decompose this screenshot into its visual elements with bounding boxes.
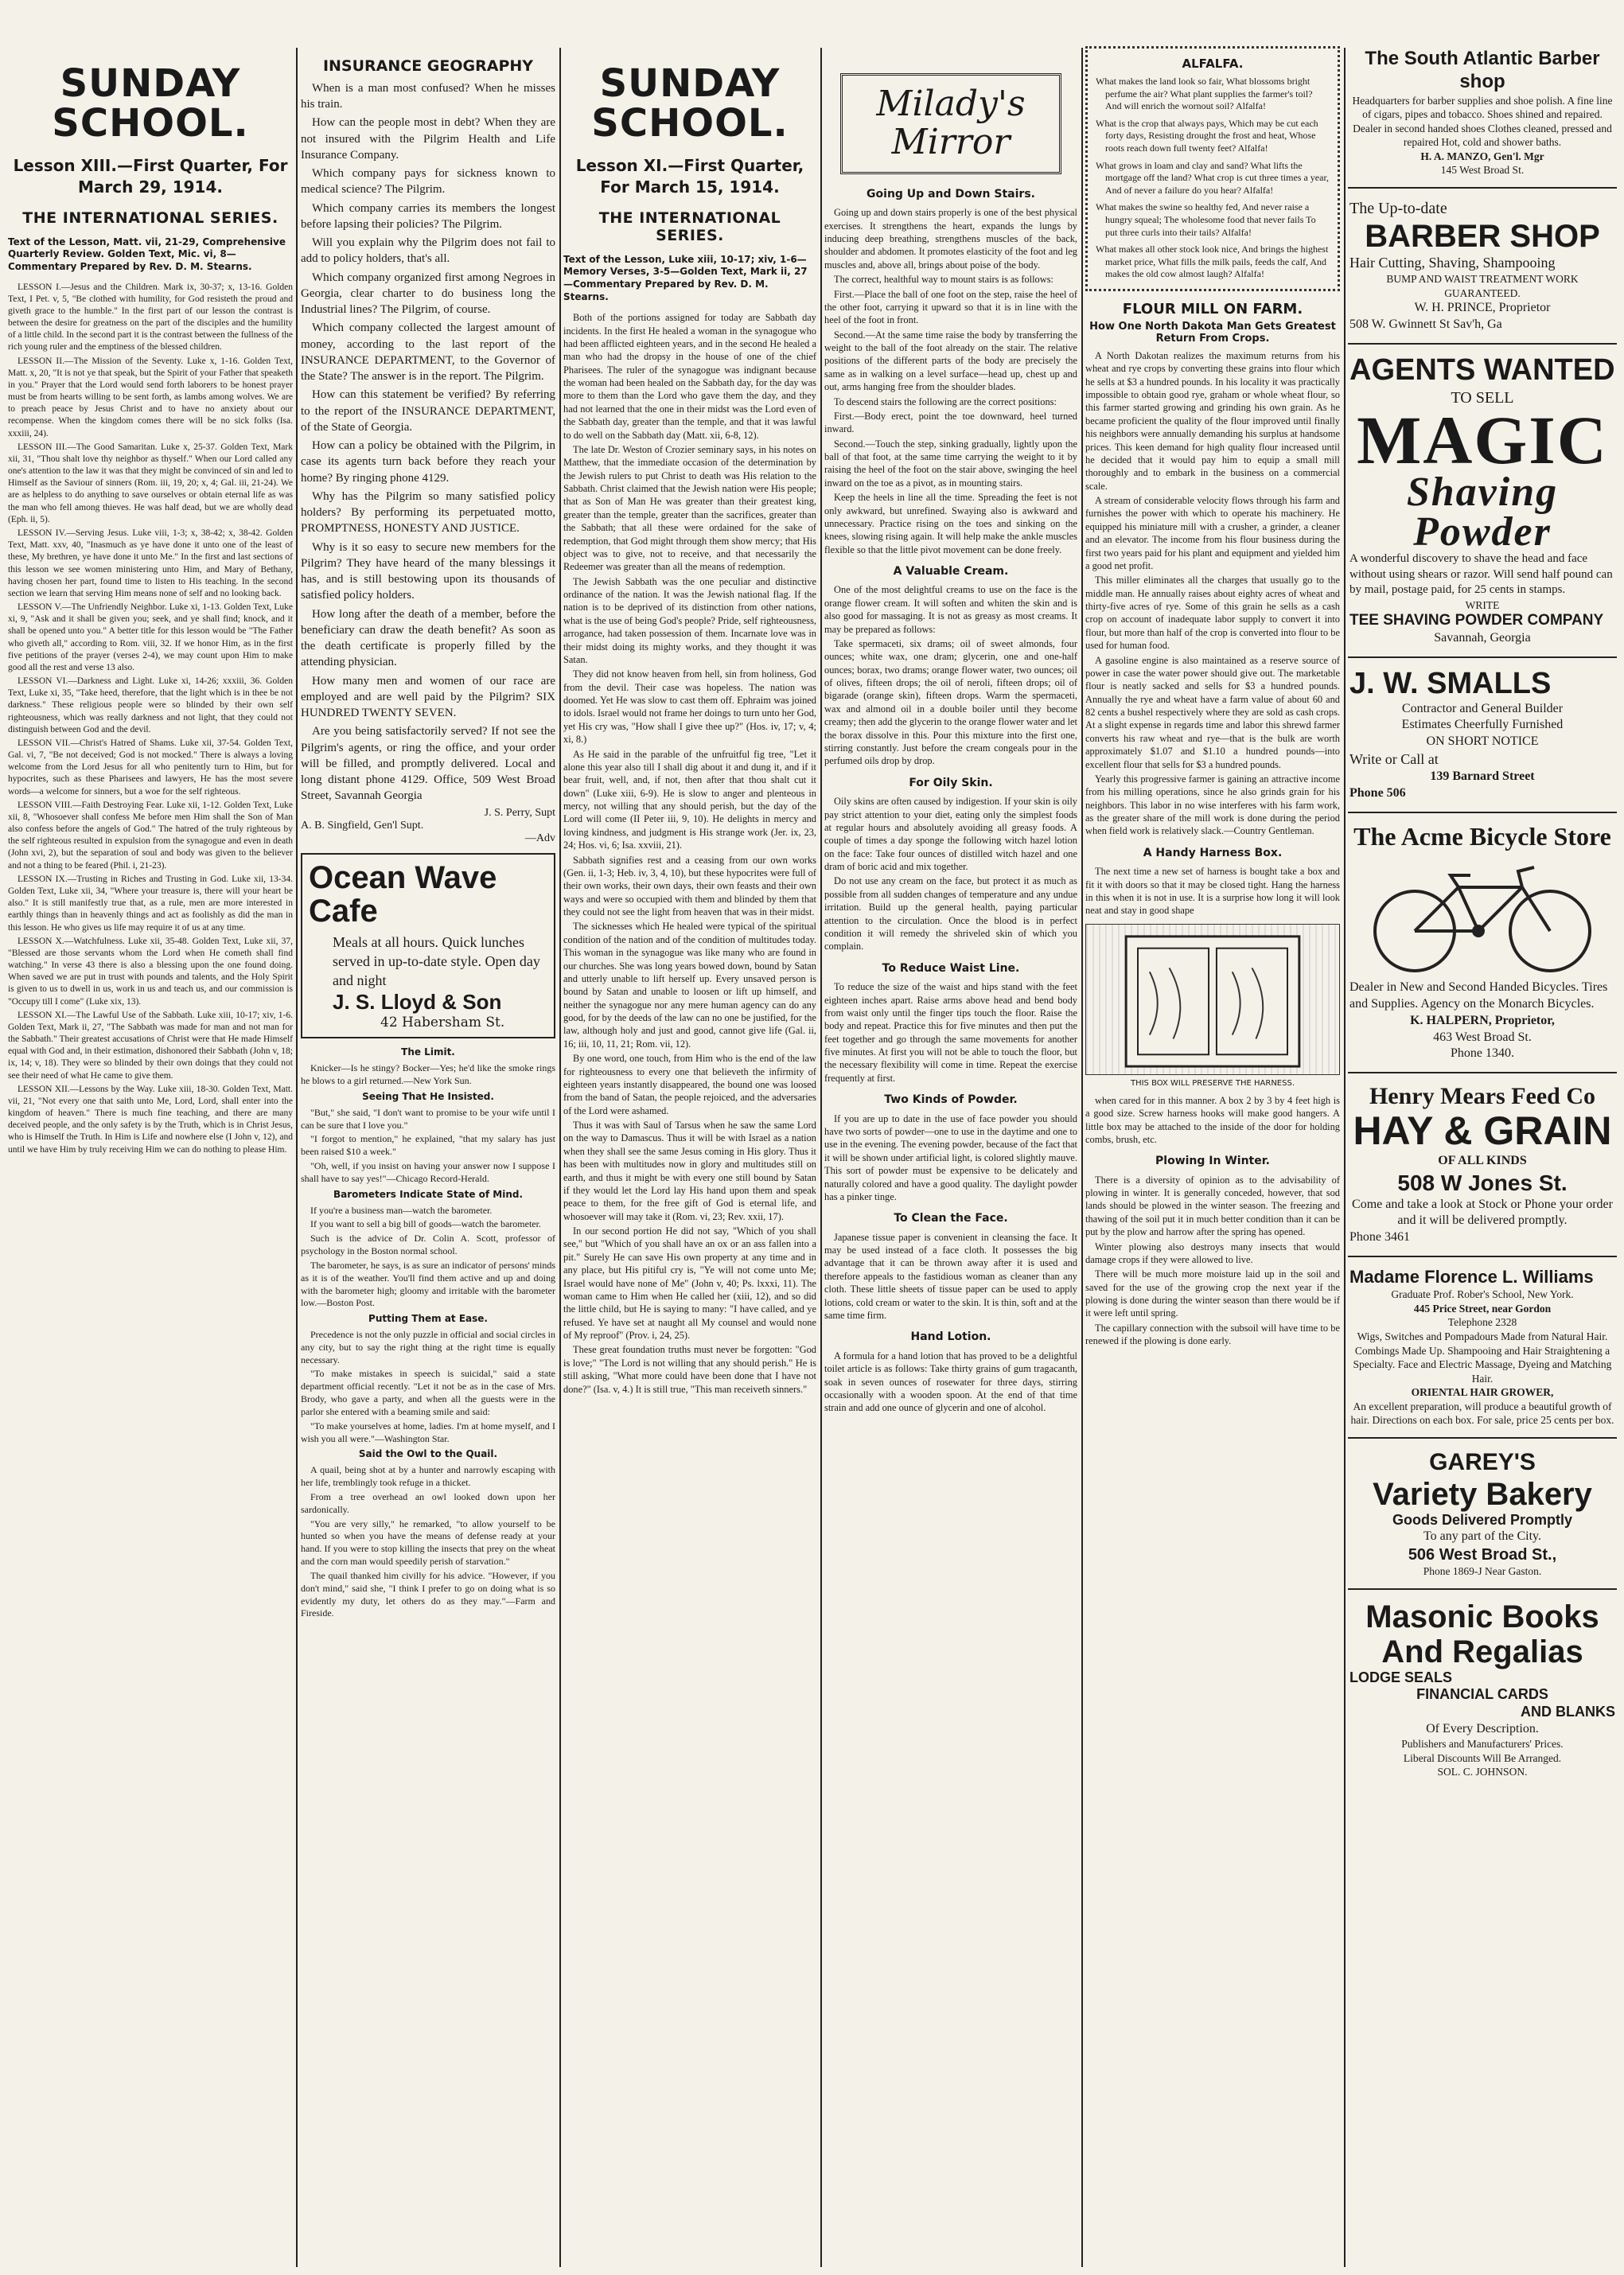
ad-line: Publishers and Manufacturers' Prices. [1401, 1738, 1564, 1751]
ad-address: 145 West Broad St. [1440, 164, 1525, 177]
stairs-heading: Going Up and Down Stairs. [867, 187, 1035, 201]
magic-word: MAGIC [1357, 401, 1608, 478]
lesson-paragraph: LESSON XI.—The Lawful Use of the Sabbath. Luke xiii, 10-17; xiv, 1-6. Golden Text, Mark ii, 27, "The Sabbath was made for man and not man for the Sabbath." Their greatest accusations of Christ were that He made Himself equal with God and, in their estimation, dishonored their Sabbath (John v, 18; ix, 14; v, 18). They were so blinded by their own doings that they could not see their need of what He came to give them. [8, 1010, 293, 1081]
qa-item: Will you explain why the Pilgrim does not fail to add to policy holders, that's all. [301, 236, 555, 266]
ad-phone: Phone 506 [1349, 786, 1406, 801]
ad-title: J. W. SMALLS [1349, 666, 1552, 700]
column-rule [559, 48, 561, 2267]
lesson-paragraph: LESSON X.—Watchfulness. Luke xii, 35-48. Golden Text, Luke xii, 37, "Blessed are those servants whom the Lord when He cometh shall find watching." In verse 43 there is also a blessing upon the one found doing. When saved we are put in trust with pounds and talents, and the Holy Spirit is given to us to dwell in us, work in us and teach us, and our commission is "Occupy till I come" (Luke xix, 13). [8, 936, 293, 1007]
beauty-paragraph: Take spermaceti, six drams; oil of sweet almonds, four ounces; white wax, one dram; glycerin, one and one-half ounces; borax, two drams; orange flower water, two ounces; oil of olives, fifteen drops; the oil of neroli, fifteen drops; oil of bigarade (orange skin), fifteen drops. Warm the spermaceti, wax and almond oil in a double boiler until they become creamy; then add the glycerin to the orange flower water and let the borax dissolve in this. Pour this mixture into the first one, stirring constantly. Just before the cream congeals pour in the perfumed oils drop by drop. [824, 637, 1077, 767]
misc-paragraph: "Oh, well, if you insist on having your answer now I suppose I shall have to say yes!"—Chicago Record-Herald. [301, 1160, 555, 1184]
ad-top: Henry Mears Feed Co [1369, 1083, 1596, 1110]
lesson-paragraph: LESSON I.—Jesus and the Children. Mark ix, 30-37; x, 13-16. Golden Text, I Pet. v, 5, "Be clothed with humility, for God resisteth the proud and giveth grace to the humble." In the first part of our lesson the contrast is between the desire for greatness on the part of the disciples and the humility of a little child. In the second part it is the contrast between the fullness of the rich young ruler and the emptiness of the blessed children. [8, 282, 293, 353]
ad-body: Come and take a look at Stock or Phone your order and it will be delivered promptly. [1352, 1197, 1613, 1228]
lesson-paragraph: The sicknesses which He healed were typical of the spiritual condition of the nation and of the condition of multitudes today. This woman in the synagogue was like many who are found in our churches. She was long years bowed down, bound by Satan and utterly unable to lift herself up. Every unsaved person is bound by Satan and unable to loosen or lift up himself, and neither the synagogue nor any mere human agency can do any good, for by the deeds of the law can no one be justified, for the law, although holy and just and good, cannot give life (Gal. ii, 16; iii, 10, 11, 21; Rom. vii, 12). [563, 921, 816, 1050]
ad-title: Variety Bakery [1373, 1476, 1592, 1512]
ad-body: Headquarters for barber supplies and shoe polish. A fine line of cigars, pipes and tobacco. Shoes shined and repaired. [1352, 94, 1613, 121]
qa-item: Which company organized first among Negroes in Georgia, clear charter to do business long the Industrial lines? The Pilgrim, of course. [301, 271, 555, 317]
beauty-paragraph: Japanese tissue paper is convenient in cleansing the face. It may be used instead of a face cloth. It possesses the big advantage that it can be thrown away after it is used and therefore appeals to the fastidious woman as cleaner than any cloth. These little sheets of tissue paper can be used to apply lotions, cold cream or water to the skin. It is thin, soft and at the same time firm. [824, 1231, 1077, 1321]
poem-stanza: What makes the land look so fair, What blossoms bright perfume the air? What plant supplies the farmer's toil? And will enrich the wornout soil? Alfalfa! [1096, 76, 1313, 112]
beauty-paragraph: If you are up to date in the use of face powder you should have two sorts of powder—one to use in the daytime and one to use in the evening. The evening powder, because of the fact that it will be shown under artificial light, is colored slightly mauve. This sort of powder must be expensive to be delicately and naturally colored and have a good quality. The daylight powder has a pinker tinge. [824, 1112, 1077, 1202]
beauty-paragraph: Do not use any cream on the face, but protect it as much as possible from all sudden changes of temperature and any undue irritation. Build up the general health, paying particular attention to the circulation. Once the blood is in perfect condition it will remedy the shriveled skin of which you complain. [824, 875, 1077, 952]
misc-paragraph: The quail thanked him civilly for his advice. "However, if you don't mind," said she, "I think I prefer to go on doing what is so evidently my duty, let others do as they may."—Farm and Fireside. [301, 1569, 555, 1619]
south-atlantic-barber-ad [1348, 46, 1617, 179]
insurance-qa [301, 80, 555, 804]
column-sunday-school-1 [8, 64, 293, 2267]
column-insurance [301, 57, 555, 2267]
misc-paragraph: "To make yourselves at home, ladies. I'm at home myself, and I wish you all were."—Washington Star. [301, 1420, 555, 1444]
lesson-paragraph: The Jewish Sabbath was the one peculiar and distinctive ordinance of the nation. It was the Jewish national flag. If the nation is to be deprived of its distinction from other nations, what is the use of being God's people? Pride, self righteousness, arrogance, had taken possession of them. Incarnate love was in their midst doing its mighty works, and they thought it was Satan. [563, 575, 816, 665]
ad-top: The Up-to-date [1349, 199, 1447, 217]
seeing-heading: Seeing That He Insisted. [362, 1090, 494, 1102]
qa-item: When is a man most confused? When he misses his train. [301, 81, 555, 111]
column-rule [296, 48, 298, 2267]
ad-body: Wigs, Switches and Pompadours Made from Natural Hair. Combings Made Up. Shampooing and Hair Straightening a Specialty. Face and Electric Massage, Dyeing and Matching Hair. [1353, 1330, 1612, 1385]
ad-name: W. H. PRINCE, Proprietor [1414, 301, 1551, 315]
ad-name: H. A. MANZO, Gen'l. Mgr [1420, 150, 1544, 162]
harness-caption: THIS BOX WILL PRESERVE THE HARNESS. [1130, 1078, 1295, 1088]
column-miladys-mirror [824, 64, 1077, 2267]
ad-title: Madame Florence L. Williams [1349, 1266, 1594, 1287]
series-heading: THE INTERNATIONAL SERIES. [598, 208, 781, 244]
insurance-geography-title: INSURANCE GEOGRAPHY [322, 57, 534, 75]
ad-grower: ORIENTAL HAIR GROWER, [1411, 1386, 1554, 1399]
misc-paragraph: The barometer, he says, is as sure an indicator of persons' minds as it is of the weather. You'll find them active and up and doing with the barometer high; gloomy and irritable with the barometer low.—Boston Post. [301, 1259, 555, 1309]
shaving-powder-word: Shaving Powder [1406, 469, 1559, 555]
adv-mark: —Adv [524, 832, 555, 844]
lesson-paragraph: LESSON VIII.—Faith Destroying Fear. Luke xii, 1-12. Golden Text, Luke xii, 8, "Whosoever shall confess Me before men Him shall the Son of Man also confess before the angels of God." The hatred of the truly righteous by the self righteous resulted in expulsion from the synagogue and even in death (John xvi, 2), but the separation of soul and body was given to the believer and not a thing to be feared (Phil. i, 21-23). [8, 800, 293, 871]
to-sell: TO SELL [1451, 388, 1514, 407]
beauty-paragraph: Oily skins are often caused by indigestion. If your skin is oily pay strict attention to your diet, eating only the simplest foods at regular hours and absolutely avoiding all greasy foods. A couple of times a day sponge the following witch hazel lotion on the face: Take four ounces of distilled witch hazel and one dram of boric acid and mix together. [824, 796, 1077, 873]
ad-separator [1348, 187, 1617, 189]
lesson-paragraph: These great foundation truths must never be forgotten: "God is love;" "The Lord is not willing that any should perish." He is still asking, "What more could have been done that I have not done?" (Isa. v, 4.) It is still true, "This man receiveth sinners." [563, 1344, 816, 1395]
sunday-school-masthead: SUNDAY SCHOOL. [591, 64, 789, 146]
lesson-paragraph: As He said in the parable of the unfruitful fig tree, "Let it alone this year also till I shall dig about it and dung it, and if it bear fruit, well, and, if not, then after that thou shalt cut it down" (Luke xiii, 6-9). He is slow to anger and plenteous in mercy, not willing that any should perish, but the day of the Lord will come (II Peter iii, 9, 10). He delights in mercy and loving kindness, and judgment is His strange work (Jer. ix, 23, 24; Hos. vi, 6; Isa. xxviii, 21). [563, 748, 816, 851]
poem-stanza: What grows in loam and clay and sand? What lifts the mortgage off the land? What crop is cut three times a year, And of never a failure do you hear? Alfalfa! [1096, 159, 1329, 196]
column-advertisements [1348, 46, 1617, 2267]
ad-address: 445 Price Street, near Gordon [1413, 1302, 1552, 1315]
lesson-paragraph: LESSON II.—The Mission of the Seventy. Luke x, 1-16. Golden Text, Matt. x, 20, "It is not ye that speak, but the Spirit of your Father that speaketh in you." Prayer that the Lord would send forth laborers to be honest prayer must be from hearts willing to be sent forth, as lambs among wolves. We are to preach peace by Jesus Christ and to have no anxiety about our recompense. When the kingdom comes there will be no sick folks (Isa. xxxiii, 24). [8, 356, 293, 438]
garey-bakery-ad [1348, 1447, 1617, 1580]
ad-sub: Goods Delivered Promptly [1392, 1511, 1573, 1528]
beauty-paragraph: Going up and down stairs properly is one of the best physical exercises. It strengthens the heart, expands the lungs by inducing deep breathing, strengthens muscles of the back, shoulder and abdomen. It promotes elasticity of the foot and leg muscles and, above all, brings about poise of the body. [824, 207, 1077, 271]
masonic-books-ad [1348, 1598, 1617, 1781]
beauty-paragraph: Second.—Touch the step, sinking gradually, lightly upon the ball of that foot, at the same time carrying the weight to it by raising the heel of the foot on the stair above, swinging the heel inward on the toe as a pivot, as in mounting stairs. [824, 438, 1077, 489]
oily-skin-heading: For Oily Skin. [909, 776, 993, 789]
qa-item: Which company collected the largest amount of money, according to the last report of the INSURANCE DEPARTMENT, to the Governor of the State? The answer is in the report. The Pilgrim. [301, 321, 555, 384]
qa-item: Are you being satisfactorily served? If not see the Pilgrim's agents, or ring the office, and your order will be filled, and promptly delivered. Local and long distant phone 4129. Office, 509 West Broad Street, Savannah Georgia [301, 725, 555, 803]
ad-separator [1348, 1588, 1617, 1590]
lesson-text-note: Text of the Lesson, Matt. vii, 21-29, Comprehensive Quarterly Review. Golden Text, Mic. vi, 8—Commentary Prepared by Rev. D. M. Stearns. [8, 236, 286, 272]
farm-paragraph: This miller eliminates all the charges that usually go to the middle man. He annually raises about eighty acres of wheat and thirty-five acres of rye. Some of this grain he sells as a cash crop on account of inadequate labor supply to convert it into flour, but more than half of the crop is converted into flour to be used for human food. [1085, 575, 1340, 652]
ad-address: 508 W. Gwinnett St Sav'h, Ga [1349, 317, 1502, 332]
ad-phone: Phone 1869-J Near Gaston. [1423, 1565, 1542, 1578]
ad-name: K. HALPERN, Proprietor, [1410, 1013, 1555, 1027]
qa-item: How can a policy be obtained with the Pilgrim, in case its agents turn back before they reach your home? By ringing phone 4129. [301, 439, 555, 485]
waist-heading: To Reduce Waist Line. [882, 961, 1020, 975]
misc-paragraph: If you're a business man—watch the barometer. [310, 1204, 493, 1216]
column-sunday-school-2 [563, 64, 816, 2267]
cafe-owner: J. S. Lloyd & Son [333, 990, 502, 1015]
miscellany [301, 1046, 555, 1620]
misc-paragraph: "To make mistakes in speech is suicidal," said a state department official recently. "Let it not be as in the case of Mrs. Brody, who gave a party, and when all the guests were in the parlor she entered with a beaming smile and said: [301, 1368, 555, 1417]
qa-item: Which company carries its members the longest before lapsing their policies? The Pilgrim. [301, 201, 555, 231]
ad-phone: Phone 3461 [1349, 1230, 1410, 1245]
ad-phone: Phone 1340. [1451, 1046, 1514, 1061]
column-rule [820, 48, 822, 2267]
agents-wanted: AGENTS WANTED [1349, 353, 1615, 387]
lesson-paragraph: LESSON III.—The Good Samaritan. Luke x, 25-37. Golden Text, Mark xii, 31, "Thou shalt love thy neighbor as thyself." When our Lord called any one's attention to the law it was that they might be convinced of sin and led to Himself as the Saviour of sinners (Rom. iii, 19, 20; x, 4; Gal. iii, 21-24). We are as helpless to do anything to save ourselves or obtain eternal life as was the man who fell among thieves. He was half dead, but we are wholly dead (Eph. ii, 5). [8, 442, 293, 524]
powder-heading: Two Kinds of Powder. [884, 1093, 1018, 1107]
ad-note: BUMP AND WAIST TREATMENT WORK GUARANTEED. [1386, 273, 1579, 299]
farm-paragraph: Winter plowing also destroys many insects that would damage crops if they were allowed to live. [1085, 1241, 1340, 1265]
qa-item: Why is it so easy to secure new members for the Pilgrim? They have heard of the many blessings it has, and is still bestowing upon its thousands of satisfied policy holders. [301, 540, 555, 602]
ad-address: 139 Barnard Street [1430, 769, 1535, 784]
beauty-paragraph: The correct, healthful way to mount stairs is as follows: [834, 274, 1053, 286]
ad-title: HAY & GRAIN [1353, 1108, 1612, 1154]
hand-lotion-heading: Hand Lotion. [910, 1330, 991, 1344]
farm-paragraph: The next time a new set of harness is bought take a box and fit it with doors so that it may be closed tight. Hang the harness in this when it is not in use. It is a surprise how long it will look neat and stay in good shape [1085, 866, 1340, 917]
ad-line: ON SHORT NOTICE [1426, 734, 1539, 749]
lesson-paragraph: The late Dr. Weston of Crozier seminary says, in his notes on Matthew, that the immediate occasion of the determination by the Jewish rulers to put Christ to death was His relation to the Sabbath. Christ claimed that the Jewish nation were His people; that as Son of Man He was greater than their greatest king, greater than the temple, greater than the sacrifices, greater than the Sabbath; that all these were ordained for the sake of redemption, that God might through them show mercy; that His object was to give, not to receive, and that necessarily the Redeemer was greater than all the means of redemption. [563, 443, 816, 573]
up-to-date-barber-ad [1348, 197, 1617, 335]
ad-address: 508 W Jones St. [1397, 1171, 1568, 1195]
farm-paragraph: A North Dakotan realizes the maximum returns from his wheat and rye crops by converting these grains into flour which he sells at $3 a hundred pounds. In his locality it was practically impossible to obtain good rye, graham or whole wheat flour, so this farmer started growing and grinding his own grain. As he became proficient the quality of the flour improved until finally his neighbors were annually demanding his surplus at handsome prices. This keen demand for high quality flour increased until he decided that it would pay him to equip a small mill thoroughly and to embark in the business on a commercial scale. [1085, 349, 1340, 492]
sunday-school-masthead: SUNDAY SCHOOL. [52, 64, 249, 146]
ad-note: An excellent preparation, will produce a beautiful growth of hair. Directions on each box. For sale, price 25 cents per box. [1350, 1400, 1614, 1427]
owl-heading: Said the Owl to the Quail. [358, 1448, 498, 1460]
ad-body: Dealer in New and Second Handed Bicycles. Tires and Supplies. Agency on the Monarch Bicycles. [1349, 980, 1608, 1011]
barometer-heading: Barometers Indicate State of Mind. [333, 1188, 524, 1200]
qa-item: How many men and women of our race are employed and are well paid by the Pilgrim? SIX HUNDRED TWENTY SEVEN. [301, 674, 555, 720]
ad-line: Liberal Discounts Will Be Arranged. [1403, 1751, 1562, 1764]
misc-paragraph: Such is the advice of Dr. Colin A. Scott, professor of psychology in the Boston normal school. [301, 1233, 555, 1257]
ad-separator [1348, 1437, 1617, 1439]
ad-line: FINANCIAL CARDS [1416, 1686, 1548, 1703]
lesson-paragraph: They did not know heaven from hell, sin from holiness, God from the devil. Their case was hopeless. The nation was doomed. Yet He was slow to cast them off. Ephraim was joined to idols. Israel would not frame her doings to turn unto her God, yet His cry was, "How shall I give thee up?" (Hos. iv, 17; v, 4; xi, 8.) [563, 668, 816, 746]
farm-paragraph: There will be much more moisture laid up in the soil and saved for the use of the growing crop the next year if the plowing is done during the winter season than there would be if it were left until spring. [1085, 1268, 1340, 1319]
flour-mill-heading: FLOUR MILL ON FARM. [1122, 300, 1303, 317]
lesson-review-body [8, 282, 293, 1156]
clean-face-heading: To Clean the Face. [894, 1212, 1008, 1225]
ad-company: TEE SHAVING POWDER COMPANY [1349, 612, 1604, 629]
misc-paragraph: "I forgot to mention," he explained, "that my salary has just been raised $10 a week." [301, 1133, 555, 1158]
ad-name: GAREY'S [1429, 1448, 1536, 1475]
ad-sub: OF ALL KINDS [1438, 1154, 1527, 1168]
cream-heading: A Valuable Cream. [893, 565, 1009, 578]
lesson-text-note: Text of the Lesson, Luke xiii, 10-17; xiv, 1-6—Memory Verses, 3-5—Golden Text, Mark ii, 27—Commentary Prepared by Rev. D. M. Stearns. [563, 253, 808, 302]
farm-paragraph: Yearly this progressive farmer is gaining an attractive income from his milling operations, since he also grinds grain for his neighbors. This labor in no wise interferes with his farm work, as the greater share of the mill work is done during the period when field work is relatively slack.—Country Gentleman. [1085, 773, 1340, 837]
column-farm [1085, 46, 1340, 2267]
harness-box-illustration [1085, 924, 1340, 1088]
ad-body: A wonderful discovery to shave the head and face without using shears or razor. Will send half pound can by mail, postage paid, for 25 cents in stamps. [1349, 552, 1613, 597]
lesson-paragraph: LESSON VI.—Darkness and Light. Luke xi, 14-26; xxxiii, 36. Golden Text, Luke xi, 35, "Take heed, therefore, that the light which is in thee be not darkness." These religious people were so blinded by their own self righteousness, which was really darkness and not light, that they could not distinguish between God and the devil. [8, 676, 293, 734]
ad-name: SOL. C. JOHNSON. [1437, 1766, 1528, 1778]
lesson-paragraph: LESSON VII.—Christ's Hatred of Shams. Luke xii, 37-54. Golden Text, Gal. vi, 7, "Be not deceived; God is not mocked." There is always a loving welcome from the Lord Jesus for all who penitently turn to Him, but for hypocrites, such as these Pharisees and lawyers, He has the most severe words—a welcome for sinners, but a woe for the self righteous. [8, 738, 293, 797]
lesson-heading: Lesson XI.—First Quarter, For March 15, 1914. [575, 155, 804, 197]
ad-note: Dealer in second handed shoes Clothes cleaned, pressed and repaired Hot, cold and shower baths. [1353, 122, 1612, 149]
bicycle-icon [1363, 855, 1602, 975]
ad-body: Hair Cutting, Shaving, Shampooing [1349, 254, 1556, 271]
poem-stanza: What makes all other stock look nice, And brings the highest market price, What fills the milk pails, feeds the calf, And makes the old cow almost laugh? Alfalfa! [1096, 243, 1329, 280]
cafe-address: 42 Habersham St. [380, 1015, 505, 1031]
qa-item: Why has the Pilgrim so many satisfied policy holders? By performing its perpetuated motto, PROMPTNESS, HONESTY AND JUSTICE. [301, 489, 555, 536]
ad-title: BARBER SHOP [1365, 218, 1600, 254]
ad-line: Write or Call at [1349, 751, 1439, 768]
misc-paragraph: "You are very silly," he remarked, "to allow yourself to be hunted so when you have the means of defense ready at your hand. If you were to stop killing the insects that prey on the wheat and the corn man would speedily perish of starvation." [301, 1517, 555, 1568]
alfalfa-poem-box [1085, 46, 1340, 291]
beauty-paragraph: A formula for a hand lotion that has proved to be a delightful toilet article is as follows: Take thirty grains of gum tragacanth, soak in seven ounces of rosewater for three days, stirring occasionally with a wooden spoon. At the end of that time strain and add one ounce of glycerin and one of alcohol. [824, 1350, 1077, 1414]
misc-paragraph: From a tree overhead an owl looked down upon her sardonically. [301, 1490, 555, 1515]
beauty-paragraph: Second.—At the same time raise the body by transferring the weight to the ball of the foot already on the stair. The relative positions of the different parts of the body are precisely the same as in walking on a level surface—head up, chest up and out, arms hanging free from the shoulder blades. [824, 329, 1077, 393]
qa-item: How can this statement be verified? By referring to the report of the INSURANCE DEPARTMENT, of the State of Georgia. [301, 388, 555, 434]
lesson-paragraph: Sabbath signifies rest and a ceasing from our own works (Gen. ii, 1-3; Heb. iv, 3, 4, 10), but these hypocrites were full of their own works, their own days, their own feasts and their own ways and were so occupied with them and blinded by them that they could not see the light from heaven that was in their midst. [563, 854, 816, 918]
farm-paragraph: A gasoline engine is also maintained as a reserve source of power in case the water power should give out. The marketable flour is neatly sacked and sells for $3 a hundred pounds. Annually the rye and wheat have a farm value of about 60 and 82 cents a bushel respectively where they are sold as cash crops. At a slight expense in regards time and labor this shrewd farmer converts his raw wheat and rye—that is the bulk are worth approximately $1.07 and $1.10 a hundred pounds—into excellent flour that sells for $3 a hundred pounds. [1085, 654, 1340, 770]
ad-separator [1348, 656, 1617, 658]
lesson-paragraph: Thus it was with Saul of Tarsus when he saw the same Lord on the way to Damascus. Thus it will be with Israel as a nation when they shall see the same Jesus coming in His glory. Thus it has been with multitudes now in glory and multitudes still on earth, and thus it might be with every one still bound by Satan if they would let the Lord lay His hand upon them and speak peace to them, for the free gift of God is eternal life, and whosoever will may take it (Rom. vi, 23; Rev. xxii, 17). [563, 1120, 816, 1222]
ad-note: To any part of the City. [1423, 1529, 1542, 1544]
ad-title: The Acme Bicycle Store [1353, 822, 1611, 851]
farm-body [1085, 349, 1340, 1348]
plowing-heading: Plowing In Winter. [1155, 1155, 1270, 1168]
beauty-paragraph: First.—Place the ball of one foot on the step, raise the heel of the other foot, carrying it upward so that it is in line with the heel of the foot in front. [824, 288, 1077, 326]
lesson-commentary-body [563, 311, 816, 1396]
misc-paragraph: If you want to sell a big bill of goods—watch the barometer. [310, 1218, 541, 1230]
lesson-paragraph: Both of the portions assigned for today are Sabbath day incidents. In the first He healed a woman in the synagogue who had been afflicted eighteen years, and in the second He healed a man who had the dropsy in the house of one of the chief Pharisees. The ruler of the synagogue was indignant because the woman had been healed on the Sabbath day, for the day was more to them than the Lord who gave them the day, and they had not learned that the one in their midst was the Lord even of the Sabbath day, greater than the temple, and that it was lawful to do well on the Sabbath day (Matt. xii, 6-8, 12). [563, 312, 816, 441]
signature-singfield: A. B. Singfield, Gen'l Supt. [301, 819, 424, 832]
miladys-mirror-title: Milady's Mirror [840, 73, 1061, 174]
series-heading: THE INTERNATIONAL SERIES. [22, 208, 278, 227]
alfalfa-title: ALFALFA. [1182, 56, 1244, 71]
flour-mill-deck: How One North Dakota Man Gets Greatest Return From Crops. [1089, 320, 1336, 345]
lesson-paragraph: LESSON V.—The Unfriendly Neighbor. Luke xi, 1-13. Golden Text, Luke xi, 9, "Ask and it shall be given you; seek, and ye shall find; knock, and it shall be opened unto you." A better title for this lesson would be "The Father who giveth all," according to Rom. viii, 32. If we honor Him, as in the first five petitions of the prayer (verses 2-4), we may count upon Him to make good all the rest and verse 13 also. [8, 602, 293, 672]
limit-heading: The Limit. [401, 1046, 455, 1058]
ad-separator [1348, 812, 1617, 813]
ad-city: Savannah, Georgia [1434, 631, 1531, 645]
beauty-paragraph: First.—Body erect, point the toe downward, heel turned inward. [824, 410, 1077, 435]
misc-paragraph: "But," she said, "I don't want to promise to be your wife until I can be sure that I love you." [301, 1106, 555, 1131]
mears-feed-ad [1348, 1081, 1617, 1248]
ad-separator [1348, 1072, 1617, 1073]
lesson-paragraph: LESSON IX.—Trusting in Riches and Trusting in God. Luke xii, 13-34. Golden Text, Luke xii, 34, "Where your treasure is, there will your heart be also." It is still manifestly true that, as a rule, men are more interested in earthly things than in heavenly things and act as foolishly as did the man in this lesson. He who gives us life may require it of us at any time. [8, 874, 293, 933]
qa-item: How long after the death of a member, before the beneficiary can draw the death benefit? As soon as the death certificate is properly filled by the attending physician. [301, 607, 555, 669]
williams-hair-ad [1348, 1265, 1617, 1429]
beauty-paragraph: To reduce the size of the waist and hips stand with the feet eighteen inches apart. Raise arms above head and bend body from waist only until the finger tips touch the floor. Raise the body and repeat. Practice this for five minutes and then put the feet together and go through the same movements for another five minutes. At first you will not be able to touch the floor, but the necessary flexibility will come in time. Repeat the exercise frequently at first. [824, 981, 1077, 1084]
lesson-heading: Lesson XIII.—First Quarter, For March 29, 1914. [13, 155, 288, 197]
column-rule [1081, 48, 1083, 2267]
magic-shaving-powder-ad [1348, 353, 1617, 649]
ad-line: Estimates Cheerfully Furnished [1401, 718, 1564, 732]
harness-box-drawing [1086, 925, 1339, 1074]
column-rule [1344, 48, 1346, 2267]
lesson-paragraph: In our second portion He did not say, "Which of you shall see," but "Which of you shall have an ox or an ass fallen into a pit." Surely He can save His own property at any time and in any place, but His pitiful cry is, "Ye will not come unto Me; Israel would have none of Me" (John v, 40; Ps. lxxxi, 11). The woman came to Him when He called her (xiii, 12), and so did the little child, but He is saying to many: "I have called, and ye refused. Ye have set at naught all My counsel and would none of My reproof" (Prov. i, 24, 25). [563, 1225, 816, 1342]
ad-line: LODGE SEALS [1349, 1669, 1453, 1685]
ad-title: Masonic Books [1365, 1599, 1599, 1634]
ad-title: The South Atlantic Barber shop [1365, 48, 1600, 92]
ad-line: Of Every Description. [1426, 1721, 1539, 1735]
lesson-paragraph: LESSON IV.—Serving Jesus. Luke viii, 1-3; x, 38-42; x, 38-42. Golden Text, Matt. xxv, 40, "Inasmuch as ye have done it unto one of the least of these, My brethren, ye have done it unto Me." In the first and last sections of this lesson we see women ministering unto Him, and Mary of Bethany, having chosen her part, found time to listen to His teaching. In the second section we learn that serving Him means none of self and no looking back. [8, 528, 293, 598]
beauty-column [824, 187, 1077, 1415]
farm-paragraph: There is a diversity of opinion as to the advisability of plowing in winter. It is generally conceded, however, that sod lands should be plowed in the winter season. The freezing and thawing of the soil put it in much better condition than it can be put by the plow and harrow after the spring has opened. [1085, 1174, 1340, 1238]
farm-paragraph: A stream of considerable velocity flows through his farm and furnishes the power with which to operate his machinery. He equipped his miniature mill with a crusher, a grinder, a cleaner and an elevator. The income from his flour business during the first two years paid for his plant and equipment and yielded him a good net profit. [1085, 495, 1340, 571]
lesson-paragraph: By one word, one touch, from Him who is the end of the law for righteousness to every one that believeth the infirmity of eighteen years instantly disappeared, the bound one was loosed from the band of Satan, the people rejoiced, and the adversaries of the Lord were ashamed. [563, 1053, 816, 1116]
cafe-desc: Meals at all hours. Quick lunches served in up-to-date style. Open day and night [333, 933, 540, 989]
misc-paragraph: Precedence is not the only puzzle in official and social circles in any city, but to say the right thing at the right time is equally necessary. [301, 1329, 555, 1365]
cafe-title: Ocean Wave Cafe [309, 859, 497, 929]
ad-write: WRITE [1465, 598, 1500, 611]
qa-item: Which company pays for sickness known to medical science? The Pilgrim. [301, 167, 555, 197]
ad-tel: Telephone 2328 [1447, 1316, 1517, 1329]
beauty-paragraph: To descend stairs the following are the correct positions: [834, 395, 1057, 407]
ease-heading: Putting Them at Ease. [368, 1313, 488, 1325]
ad-title-2: And Regalias [1381, 1634, 1583, 1669]
smalls-contractor-ad [1348, 666, 1617, 804]
ocean-wave-cafe-ad [301, 853, 555, 1039]
ad-sub: Graduate Prof. Rober's School, New York. [1391, 1288, 1574, 1301]
ad-address: 463 West Broad St. [1433, 1030, 1532, 1044]
ad-separator [1348, 343, 1617, 345]
ad-address: 506 West Broad St., [1408, 1546, 1557, 1564]
lesson-paragraph: LESSON XII.—Lessons by the Way. Luke xiii, 18-30. Golden Text, Matt. vii, 21, "Not every one that saith unto Me, Lord, Lord, shall enter into the kingdom of heaven." There is much fine teaching, and there are many deceived people, and the only safety is by the Truth, which is in Christ Jesus, who is Himself the Truth. In Him is Life and nowhere else (I John v, 12), and until we have Him by truly receiving Him we can do nothing to please Him. [8, 1084, 293, 1155]
beauty-paragraph: Keep the heels in line all the time. Spreading the feet is not only awkward, but unrefined. Swaying also is awkward and unnecessary. Practice rising on the toes and sinking on the knees, slowing rising again. It will help make the ankle muscles flexible so that the little pivot movement can be done freely. [824, 492, 1077, 555]
farm-paragraph: when cared for in this manner. A box 2 by 3 by 4 feet high is a good size. Screw harness hooks will make good hangers. A little box may be attached to the inside of the door for holding combs, brush, etc. [1085, 1094, 1340, 1145]
misc-paragraph: Knicker—Is he stingy? Bocker—Yes; he'd like the smoke rings he blows to a girl returned.—New York Sun. [301, 1062, 555, 1087]
acme-bicycle-ad [1348, 821, 1617, 1064]
ad-separator [1348, 1256, 1617, 1257]
signature-perry: J. S. Perry, Supt [484, 806, 555, 819]
ad-line: AND BLANKS [1521, 1703, 1615, 1720]
harness-heading: A Handy Harness Box. [1143, 846, 1283, 859]
qa-item: How can the people most in debt? When they are not insured with the Pilgrim Health and Life Insurance Company. [301, 116, 555, 162]
ad-line: Contractor and General Builder [1401, 701, 1564, 715]
poem-stanza: What is the crop that always pays, Which may be cut each forty days, Resisting drought the frost and heat, Whose roots reach down full twenty feet? Alfalfa! [1096, 117, 1318, 154]
misc-paragraph: A quail, being shot at by a hunter and narrowly escaping with her life, tremblingly took refuge in a thicket. [301, 1464, 555, 1489]
beauty-paragraph: One of the most delightful creams to use on the face is the orange flower cream. It will soften and whiten the skin and is also good for massaging. It is not as greasy as most creams. It may be prepared as follows: [824, 584, 1077, 635]
poem-stanza: What makes the swine so healthy fed, And never raise a hungry squeal; The wholesome food that never fails To put three curls into their tails? Alfalfa! [1096, 201, 1316, 238]
farm-paragraph: The capillary connection with the subsoil will have time to be renewed if the plowing is done early. [1085, 1322, 1340, 1347]
